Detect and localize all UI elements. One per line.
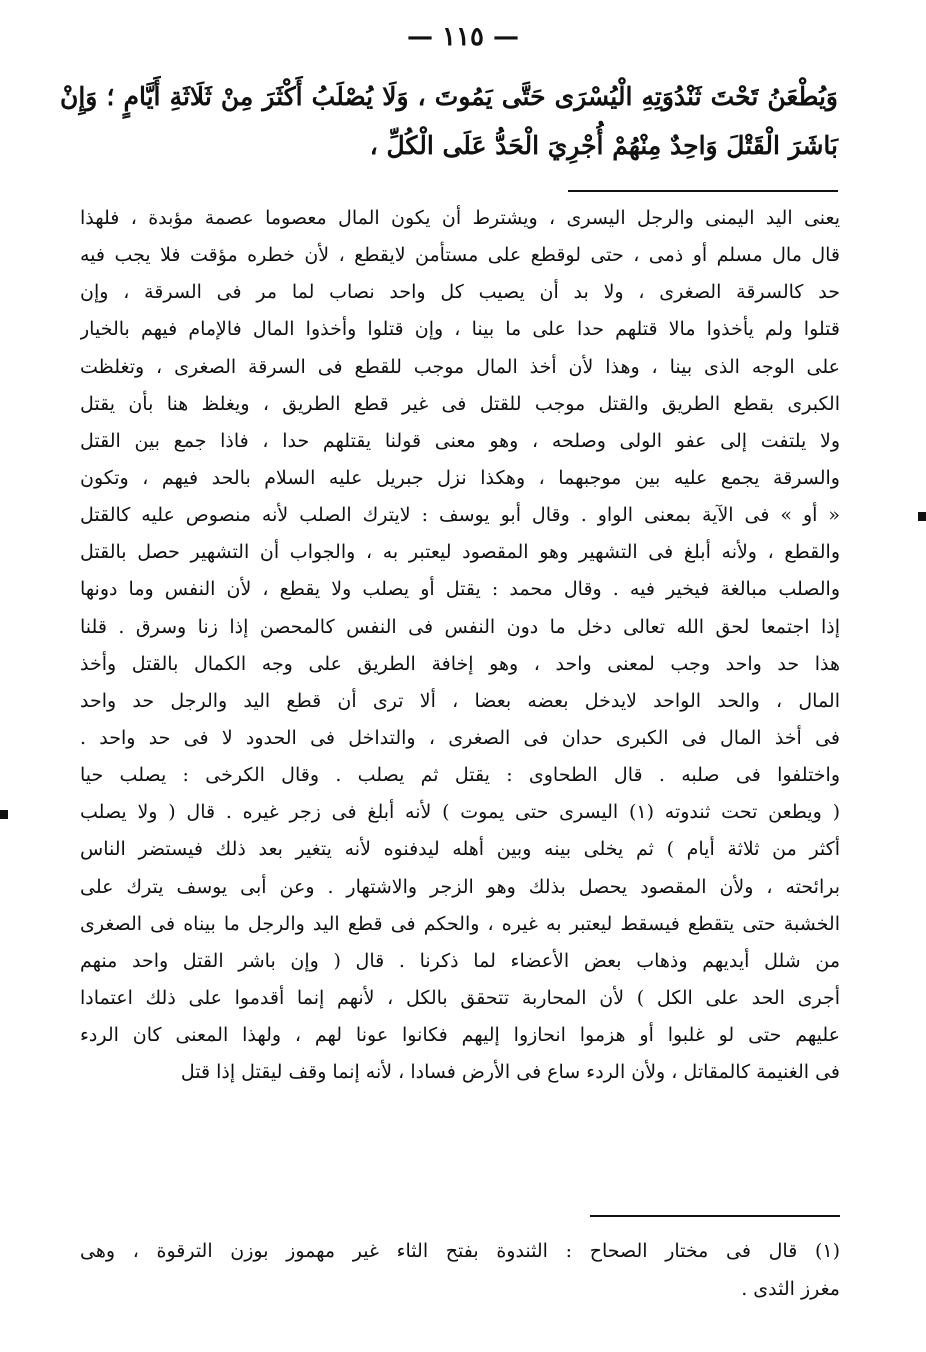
commentary-line: قتلوا ولم يأخذوا مالا قتلهم حدا على ما بينا ، وإن قتلوا وأخذوا المال فالإمام فيهم بالخيار bbox=[80, 318, 840, 341]
commentary-line: فى أخذ المال فى الكبرى حدان فى الصغرى ، والتداخل فى الحدود لا فى حد واحد . bbox=[80, 726, 840, 749]
commentary-line: فى الغنيمة كالمقاتل ، ولأن الردء ساع فى الأرض فسادا ، لأنه إنما وقف ليقتل إذا قتل bbox=[180, 1061, 840, 1084]
commentary-line: هذا حد واحد وجب لمعنى واحد ، وهو إخافة الطريق على وجه الكمال بالقتل وأخذ bbox=[80, 652, 840, 675]
commentary-line: قال مال مسلم أو ذمى ، حتى لوقطع على مستأمن لايقطع ، لأن خطره مؤقت فلا يجب فيه bbox=[80, 244, 840, 267]
commentary-line: حد كالسرقة الصغرى ، ولا بد أن يصيب كل واحد نصاب لما مر فى السرقة ، وإن bbox=[80, 281, 840, 304]
commentary-line: واختلفوا فى صلبه . قال الطحاوى : يقتل ثم يصلب . وقال الكرخى : يصلب حيا bbox=[80, 764, 840, 787]
commentary-line: إذا اجتمعا لحق الله تعالى دخل ما دون النفس فى النفس كالمحصن إذا زنا وسرق . قلنا bbox=[80, 615, 840, 638]
commentary-line: ولا يلتفت إلى عفو الولى وصلحه ، وهو معنى قولنا يقتلهم حدا ، فاذا جمع بين القتل bbox=[80, 429, 840, 452]
matn-text: وَيُطْعَنُ تَحْتَ ثَنْدُوَتِهِ الْيُسْرَى حَتَّى يَمُوتَ ، وَلَا يُصْلَبُ أَكْثَرَ مِنْ ثَلَاثَةِ أَيَّامٍ ؛ وَإِنْ بَاشَرَ الْقَتْلَ وَاحِدٌ مِنْهُمْ أُجْرِيَ الْحَدُّ عَلَى الْكُلِّ ، bbox=[60, 82, 838, 160]
commentary-line: أجرى الحد على الكل ) لأن المحاربة تتحقق بالكل ، لأنهم إنما أقدموا على ذلك اعتمادا bbox=[80, 986, 840, 1009]
margin-mark-left bbox=[0, 810, 8, 819]
commentary-line: عليهم حتى لو غلبوا أو هزموا انحازوا إليهم فكانوا عونا لهم ، ولهذا المعنى كان الردء bbox=[80, 1024, 840, 1047]
commentary-line: والقطع ، ولأنه أبلغ فى التشهير وهو المقصود ليعتبر به ، والجواب أن التشهير حصل بالقتل bbox=[80, 541, 840, 564]
page-number: — ١١٥ — bbox=[406, 22, 520, 52]
margin-mark-right bbox=[918, 512, 926, 521]
footnote-line: مغرز الثدى . bbox=[741, 1278, 840, 1300]
footnote-divider bbox=[590, 1215, 840, 1217]
commentary-line: يعنى اليد اليمنى والرجل اليسرى ، ويشترط أن يكون المال معصوما عصمة مؤبدة ، فلهذا bbox=[80, 207, 840, 229]
footnote bbox=[80, 1232, 840, 1308]
commentary-line: الخشبة حتى يتقطع فيسقط ليعتبر به غيره ، والحكم فى قطع اليد والرجل ما بيناه فى الصغرى bbox=[80, 912, 840, 935]
commentary-line: الكبرى بقطع الطريق والقتل موجب للقتل فى غير قطع الطريق ، ويغلظ هنا بأن يقتل bbox=[80, 392, 840, 415]
matn-divider bbox=[568, 190, 838, 192]
commentary-line: على الوجه الذى بينا ، وهذا لأن أخذ المال موجب للقطع فى السرقة الصغرى ، وتغلظت bbox=[80, 355, 840, 378]
commentary-line: أكثر من ثلاثة أيام ) ثم يخلى بينه وبين أهله ليدفنوه لأنه يتغير بعد ذلك فيستضر الناس bbox=[80, 838, 840, 861]
commentary-line: من شلل أيديهم وذهاب بعض الأعضاء لما ذكرنا . قال ( وإن باشر القتل واحد منهم bbox=[80, 949, 840, 972]
commentary-line: ( ويطعن تحت ثندوته (١) اليسرى حتى يموت ) لأنه أبلغ فى زجر غيره . قال ( ولا يصلب bbox=[80, 801, 840, 824]
commentary-text bbox=[80, 200, 840, 1091]
footnote-line: (١) قال فى مختار الصحاح : الثندوة بفتح الثاء غير مهموز بوزن الترقوة ، وهى bbox=[80, 1240, 840, 1262]
commentary-line: برائحته ، ولأن المقصود يحصل بذلك وهو الزجر والاشتهار . وعن أبى يوسف يترك على bbox=[80, 875, 840, 898]
commentary-line: « أو » فى الآية بمعنى الواو . وقال أبو يوسف : لايترك الصلب لأنه منصوص عليه كالقتل bbox=[80, 504, 840, 527]
commentary-line: والصلب مبالغة فيخير فيه . وقال محمد : يقتل أو يصلب ولا يقطع ، لأن النفس وما دونها bbox=[80, 578, 840, 601]
commentary-line: المال ، والحد الواحد لايدخل بعضه بعضا ، ألا ترى أن قطع اليد والرجل حد واحد bbox=[80, 689, 840, 712]
commentary-line: والسرقة يجمع عليه بين موجبهما ، وهكذا نزل جبريل عليه السلام بالحد فيهم ، وتكون bbox=[80, 466, 840, 489]
